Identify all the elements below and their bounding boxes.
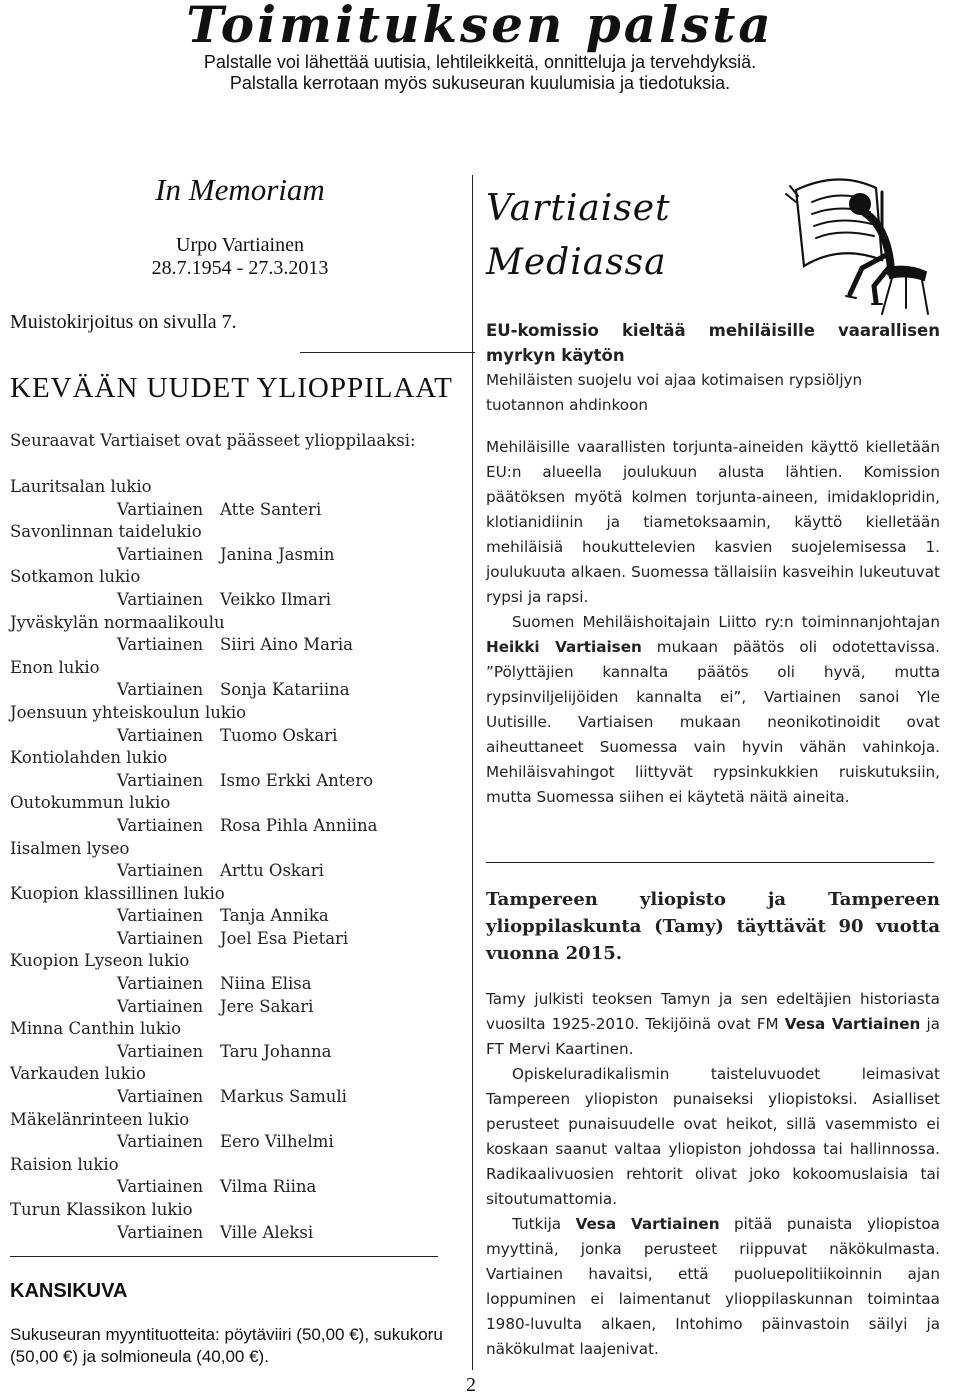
- article-eu: [486, 318, 940, 810]
- page-title: Toimituksen palsta: [186, 0, 774, 54]
- school-name: Sotkamon lukio: [10, 567, 141, 587]
- graduates-intro: Seuraavat Vartiaiset ovat päässeet ylioppilaaksi:: [10, 431, 416, 450]
- graduate-entry: [10, 905, 470, 928]
- media-title-line-2: Mediassa: [486, 242, 667, 283]
- divider: [300, 352, 475, 353]
- graduate-entry: [10, 589, 470, 612]
- divider: [10, 1256, 438, 1257]
- page-number: 2: [466, 1374, 476, 1396]
- graduate-entry: [10, 770, 470, 793]
- graduate-surname: Vartiainen: [117, 815, 204, 835]
- graduate-entry: [10, 544, 470, 567]
- graduate-first-names: Tuomo Oskari: [220, 725, 338, 745]
- graduate-surname: Vartiainen: [117, 1041, 204, 1061]
- graduate-first-names: Tanja Annika: [220, 906, 329, 926]
- school-name: Joensuun yhteiskoulun lukio: [10, 702, 247, 722]
- school-name: Kontiolahden lukio: [10, 748, 168, 768]
- school-name: Outokummun lukio: [10, 793, 171, 813]
- graduate-entry: [10, 1176, 470, 1199]
- article-eu-heading: EU-komissio kieltää mehiläisille vaarallisen myrkyn käytön: [486, 321, 940, 365]
- graduate-entry: [10, 1086, 470, 1109]
- graduate-entry: [10, 679, 470, 702]
- graduate-surname: Vartiainen: [117, 589, 204, 609]
- graduate-first-names: Vilma Riina: [220, 1177, 317, 1197]
- school-name: Jyväskylän normaalikoulu: [10, 612, 225, 632]
- graduate-surname: Vartiainen: [117, 680, 204, 700]
- graduate-surname: Vartiainen: [117, 1177, 204, 1197]
- intro-line-2: Palstalla kerrotaan myös sukuseuran kuulumisia ja tiedotuksia.: [229, 73, 731, 93]
- graduate-entry: [10, 996, 470, 1019]
- graduate-first-names: Taru Johanna: [220, 1041, 332, 1061]
- graduate-entry: [10, 860, 470, 883]
- graduate-surname: Vartiainen: [117, 928, 204, 948]
- school-name: Enon lukio: [10, 657, 100, 677]
- school-name: Minna Canthin lukio: [10, 1019, 182, 1039]
- graduate-first-names: Ville Aleksi: [220, 1222, 314, 1242]
- graduate-entry: [10, 499, 470, 522]
- graduate-entry: [10, 973, 470, 996]
- memoriam-name: Urpo Vartiainen: [176, 234, 304, 256]
- graduate-surname: Vartiainen: [117, 996, 204, 1016]
- article-tamy: [486, 886, 940, 1362]
- text-run: mukaan päätös oli odotettavissa. ”Pölyttäjien kannalta päätös oli hyvä, mutta rypsinviljelijöiden kannalta ei”, Vartiainen sanoi Yle Uutisille. Vartiaisen mukaan neonikotinoidit ovat aiheuttaneet Suomessa vain hyvin vähän vahinkoja. Mehiläisvahingot liittyvät rypsinkukkien ruiskutuksiin, mutta Suomessa siihen ei käytetä näitä aineita.: [486, 638, 940, 806]
- graduate-first-names: Arttu Oskari: [220, 861, 324, 881]
- cover-title: KANSIKUVA: [10, 1280, 128, 1302]
- graduate-entry: [10, 1041, 470, 1064]
- school-name: Lauritsalan lukio: [10, 477, 152, 496]
- text-run: Tutkija: [512, 1215, 576, 1233]
- article-eu-paragraph-2: [486, 610, 940, 810]
- graduate-first-names: Sonja Katariina: [220, 680, 350, 700]
- graduate-surname: Vartiainen: [117, 544, 204, 564]
- graduates-title: KEVÄÄN UUDET YLIOPPILAAT: [10, 372, 453, 404]
- graduate-surname: Vartiainen: [117, 974, 204, 994]
- graduate-surname: Vartiainen: [117, 1132, 204, 1152]
- graduate-first-names: Jere Sakari: [220, 996, 314, 1016]
- school-name: Mäkelänrinteen lukio: [10, 1109, 190, 1129]
- reading-man-illustration-icon: [778, 168, 938, 316]
- school-name: Raision lukio: [10, 1154, 119, 1174]
- graduate-entry: [10, 725, 470, 748]
- person-name: Heikki Vartiaisen: [486, 638, 642, 656]
- graduate-first-names: Markus Samuli: [220, 1087, 347, 1107]
- graduate-surname: Vartiainen: [117, 770, 204, 790]
- cover-text: Sukuseuran myyntituotteita: pöytäviiri (50,00 €), sukukoru (50,00 €) ja solmioneula (40,00 €).: [10, 1325, 443, 1366]
- school-name: Kuopion klassillinen lukio: [10, 883, 225, 903]
- graduate-surname: Vartiainen: [117, 499, 204, 519]
- media-title: [486, 182, 671, 290]
- graduate-first-names: Atte Santeri: [220, 499, 322, 519]
- graduate-first-names: Siiri Aino Maria: [220, 635, 353, 655]
- article-tamy-paragraph-1: [486, 987, 940, 1062]
- person-name: Vesa Vartiainen: [784, 1015, 921, 1033]
- school-name: Iisalmen lyseo: [10, 838, 130, 858]
- graduate-first-names: Joel Esa Pietari: [220, 928, 349, 948]
- school-name: Kuopion Lyseon lukio: [10, 951, 190, 971]
- masthead: [0, 0, 960, 94]
- divider: [486, 862, 934, 863]
- graduate-surname: Vartiainen: [117, 1222, 204, 1242]
- school-name: Savonlinnan taidelukio: [10, 522, 202, 542]
- graduate-entry: [10, 928, 470, 951]
- in-memoriam: [0, 170, 480, 280]
- article-tamy-paragraph-3: [486, 1212, 940, 1362]
- graduate-entry: [10, 634, 470, 657]
- article-eu-subheading: Mehiläisten suojelu voi ajaa kotimaisen rypsiöljyn tuotannon ahdinkoon: [486, 371, 863, 414]
- school-name: Varkauden lukio: [10, 1064, 146, 1084]
- article-tamy-paragraph-2: Opiskeluradikalismin taisteluvuodet leimasivat Tampereen yliopiston punaiseksi yliopistoksi. Asialliset perusteet punaisuudelle ovat heikot, sillä vasemmisto ei koskaan saanut valtaa yliopiston johdossa tai hallinnossa. Radikaalivuosien rehtorit olivat joko kokoomuslaisia tai sitoutumattomia.: [486, 1065, 940, 1208]
- graduate-surname: Vartiainen: [117, 635, 204, 655]
- graduate-entry: [10, 815, 470, 838]
- text-run: Tamy julkisti teoksen Tamyn ja sen edeltäjien historiasta vuosilta 1925-2010. Tekijöinä ovat FM: [486, 990, 940, 1033]
- graduate-entry: [10, 1222, 470, 1245]
- graduate-surname: Vartiainen: [117, 725, 204, 745]
- intro-line-1: Palstalle voi lähettää uutisia, lehtileikkeitä, onnitteluja ja tervehdyksiä.: [203, 52, 757, 72]
- graduate-first-names: Ismo Erkki Antero: [220, 770, 374, 790]
- article-tamy-heading: Tampereen yliopisto ja Tampereen ylioppilaskunta (Tamy) täyttävät 90 vuotta vuonna 2015.: [486, 889, 940, 964]
- school-name: Turun Klassikon lukio: [10, 1200, 193, 1219]
- memoriam-title: In Memoriam: [155, 172, 325, 207]
- graduate-entry: [10, 1131, 470, 1154]
- graduate-first-names: Rosa Pihla Anniina: [220, 815, 378, 835]
- media-title-line-1: Vartiaiset: [486, 188, 671, 229]
- memoriam-dates: 28.7.1954 - 27.3.2013: [151, 257, 329, 279]
- graduate-first-names: Veikko Ilmari: [220, 589, 332, 609]
- graduates-list: [10, 476, 470, 1244]
- graduate-surname: Vartiainen: [117, 1087, 204, 1107]
- text-run: Suomen Mehiläishoitajain Liitto ry:n toiminnanjohtajan: [512, 613, 940, 631]
- graduate-surname: Vartiainen: [117, 861, 204, 881]
- person-name: Vesa Vartiainen: [575, 1215, 720, 1233]
- memoriam-note: Muistokirjoitus on sivulla 7.: [10, 311, 237, 333]
- graduate-first-names: Niina Elisa: [220, 974, 312, 994]
- column-divider: [472, 175, 473, 1370]
- graduate-first-names: Janina Jasmin: [220, 544, 335, 564]
- text-run: ja FT Mervi Kaartinen.: [486, 1015, 940, 1058]
- article-eu-paragraph-1: Mehiläisille vaarallisten torjunta-aineiden käyttö kielletään EU:n alueella joulukuun alusta lähtien. Komission päätöksen myötä kolmen torjunta-aineen, imidaklopridin, klotianidiinin ja tiametoksaamin, käyttö kielletään mehiläisiä houkuttelevien kasvien suojelemisessa 1. joulukuuta alkaen. Suomessa tällaisiin kasveihin lukeutuvat rypsi ja rapsi.: [486, 438, 940, 606]
- text-run: pitää punaista yliopistoa myyttinä, jonka perusteet riippuvat näkökulmasta. Vartiainen havaitsi, että puoluepolitiikoinnin ajan loppuminen ei laimentanut ylioppilaskunnan toimintaa 1980-luvulta alkaen, Intohimo päinvastoin säilyi ja näkökulmat laajenivat.: [486, 1215, 940, 1358]
- graduate-surname: Vartiainen: [117, 906, 204, 926]
- graduate-first-names: Eero Vilhelmi: [220, 1132, 334, 1152]
